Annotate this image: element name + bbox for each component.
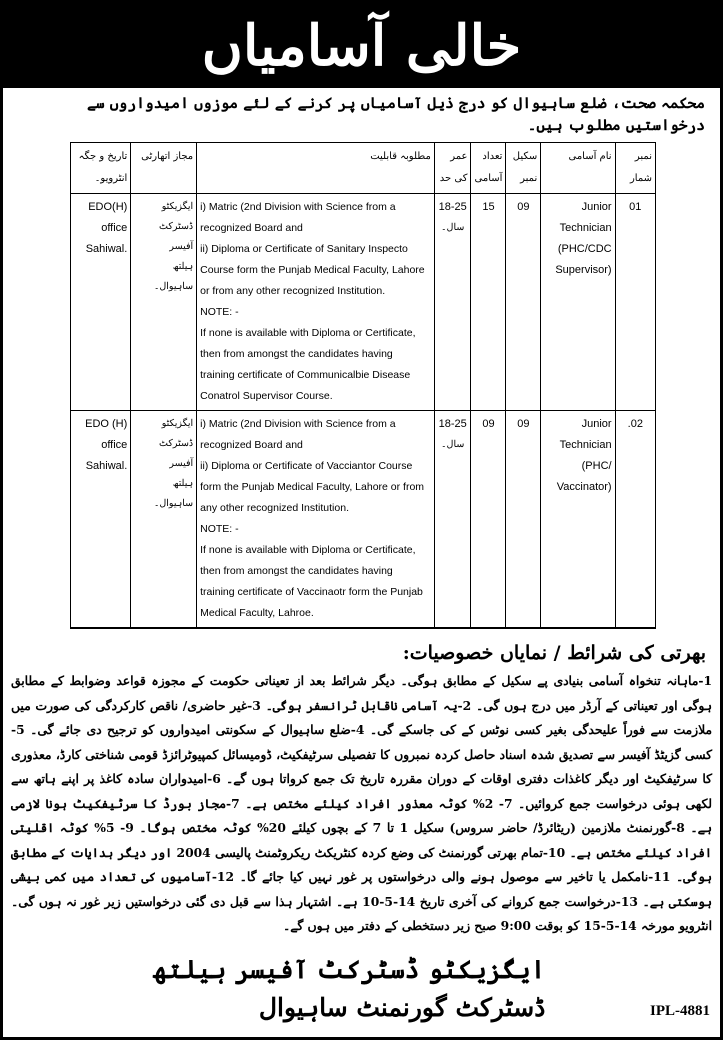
cell-qualification-line: ii) Diploma or Certificate of Sanitary Inspecto xyxy=(200,243,408,255)
cell-authority-line: ڈسٹرکٹ آفیسر xyxy=(158,221,194,252)
cell-serial xyxy=(615,194,655,411)
signature-block xyxy=(153,951,545,1027)
cell-post-name-line: (PHC/ xyxy=(581,460,612,472)
cell-qualification-line: or from any other recognized Institution. xyxy=(200,285,386,297)
cell-post-name-line: Supervisor) xyxy=(555,264,612,276)
cell-age xyxy=(434,411,471,629)
cell-qualification-line: If none is available with Diploma or Certificate, xyxy=(200,327,416,339)
cell-age xyxy=(434,194,471,411)
cell-authority-line: ایگزیکٹو xyxy=(161,201,194,212)
header-scale: سکیل نمبر xyxy=(506,143,541,194)
table-row xyxy=(71,411,656,629)
cell-post-name-line: Vaccinator) xyxy=(556,481,612,493)
cell-authority-line: ڈسٹرکٹ آفیسر xyxy=(158,438,194,469)
cell-qualification-line: Medical Faculty, Lahroe. xyxy=(200,607,314,619)
cell-interview-line: office xyxy=(101,222,128,234)
cell-scale xyxy=(506,411,541,629)
cell-scale-value: 09 xyxy=(517,201,530,213)
cell-qualification-line: NOTE: - xyxy=(200,523,239,535)
cell-authority xyxy=(131,411,197,629)
cell-posts-count xyxy=(471,411,506,629)
cell-age-value: 18-25 xyxy=(438,418,467,430)
cell-age-unit: سال۔ xyxy=(440,439,465,450)
cell-post-name-line: Junior xyxy=(581,418,612,430)
conditions-heading: بھرتی کی شرائط / نمایاں خصوصیات: xyxy=(402,642,706,664)
header-authority: مجاز اتھارٹی xyxy=(131,143,197,194)
cell-scale-value: 09 xyxy=(517,418,530,430)
cell-post-name xyxy=(541,411,615,629)
ad-title: خالی آسامیاں xyxy=(201,12,522,79)
header-age: عمر کی حد xyxy=(434,143,471,194)
table-row xyxy=(71,194,656,411)
cell-interview xyxy=(71,411,131,629)
signature-line-1: ایگزیکٹو ڈسٹرکٹ آفیسر ہیلتھ xyxy=(153,954,546,984)
cell-serial xyxy=(615,411,655,629)
cell-posts-count-value: 15 xyxy=(482,201,495,213)
cell-authority-line: ہیلتھ ساہیوال۔ xyxy=(153,261,194,292)
ad-code: IPL-4881 xyxy=(650,1002,710,1019)
cell-post-name-line: (PHC/CDC xyxy=(557,243,612,255)
intro-text: محکمہ صحت، ضلع ساہیوال کو درج ذیل آسامیاں پر کرنے کے لئے موزوں امیدواروں سے درخواستیں مطلوب ہیں۔ xyxy=(86,94,705,134)
title-banner xyxy=(3,3,720,88)
cell-qualification-line: recognized Board and xyxy=(200,222,303,234)
cell-age-value: 18-25 xyxy=(438,201,467,213)
cell-interview-line: EDO(H) xyxy=(88,201,128,213)
cell-qualification-line: i) Matric (2nd Division with Science from a xyxy=(200,201,396,213)
header-qualification: مطلوبہ قابلیت xyxy=(197,143,435,194)
cell-qualification-line: training certificate of Communicalbie Disease xyxy=(200,369,411,381)
cell-serial-value: .02 xyxy=(627,418,643,430)
cell-qualification-line: If none is available with Diploma or Certificate, xyxy=(200,544,416,556)
cell-interview-line: EDO (H) xyxy=(85,418,128,430)
cell-qualification-line: recognized Board and xyxy=(200,439,303,451)
vacancies-table xyxy=(70,142,656,629)
cell-qualification-line: Conatrol Supervisor Course. xyxy=(200,390,333,402)
cell-serial-value: 01 xyxy=(629,201,642,213)
cell-interview-line: Sahiwal. xyxy=(85,243,128,255)
cell-qualification-line: NOTE: - xyxy=(200,306,239,318)
cell-qualification xyxy=(197,411,435,629)
cell-qualification-line: any other recognized Institution. xyxy=(200,502,349,514)
cell-posts-count xyxy=(471,194,506,411)
header-posts-count: تعداد آسامی xyxy=(471,143,506,194)
header-interview: تاریخ و جگہ انٹرویو۔ xyxy=(71,143,131,194)
cell-qualification-line: Course form the Punjab Medical Faculty, Lahore xyxy=(200,264,425,276)
cell-post-name-line: Technician xyxy=(559,222,612,234)
cell-post-name xyxy=(541,194,615,411)
conditions-text: 1-ماہانہ تنخواہ آسامی بنیادی پے سکیل کے مطابق ہوگی۔ دیگر شرائط بعد از تعیناتی حکومت کے مجوزہ قواعد وضوابط کے مطابق ہوگی اور تعیناتی کے آرڈر میں درج ہوں گی۔ 2-یہ آسامی ناقابل ٹرانسفر ہوگی۔ 3-غیر حاضری/ ناقص کارکردگی کی صورت میں ملازمت سے فوراً علیحدگی بغیر کسی نوٹس کے کی جاسکے گی۔ 4-ضلع ساہیوال کے سکونتی امیدواروں کو ترجیح دی جائے گی۔ 5-کسی گزیٹڈ آفیسر سے تصدیق شدہ اسناد حاصل کردہ نمبروں کا تفصیلی سرٹیفکیٹ، ڈومیسائل کمپیوٹرائزڈ قومی شناختی کارڈ، معذوری کا سرٹیفکیٹ اور دیگر کاغذات دفتری اوقات کے دوران مقررہ تاریخ تک جمع کرواتا ہوں گے۔ 6-امیدواران سادہ کاغذ پر اپنے ہاتھ سے لکھی ہوئی درخواست جمع کروائیں۔ 7- 2% کوٹہ معذور افراد کیلئے مختص ہے۔ 7-مجاز بورڈ کا سرٹیفکیٹ ہونا لازمی ہے۔ 8-گورنمنٹ ملازمین (ریٹائرڈ/ حاضر سروس) سکیل 1 تا 7 کے بچوں کیلئے 20% کوٹہ مختص ہوگا۔ 9- 5% کوٹہ اقلیتی افراد کیلئے مختص ہے۔ 10-تمام بھرتی گورنمنٹ کی وضع کردہ کنٹریکٹ ریکروٹمنٹ پالیسی 2004 اور دیگر ہدایات کے مطابق ہوگی۔ 11-نامکمل یا تاخیر سے موصول ہونے والی درخواستوں پر غور نہیں کیا جائے گا۔ 12-آسامیوں کی تعداد میں کمی بیشی ہوسکتی ہے۔ 13-درخواست جمع کروانے کی آخری تاریخ 14-5-10 ہے۔ اشتہار ہذا سے قبل دی گئی درخواستیں زیر غور نہ ہوں گی۔ انٹرویو مورخہ 14-5-15 کو بوقت 9:00 صبح زیر دستخطی کے دفتر میں ہوں گے۔ xyxy=(11,673,713,933)
cell-post-name-line: Technician xyxy=(559,439,612,451)
table-header-row xyxy=(71,143,656,194)
cell-posts-count-value: 09 xyxy=(482,418,495,430)
footer xyxy=(153,951,710,1027)
header-post-name: نام آسامی xyxy=(541,143,615,194)
cell-qualification-line: form the Punjab Medical Faculty, Lahore or from xyxy=(200,481,425,493)
cell-qualification-line: then from amongst the candidates having xyxy=(200,565,393,577)
cell-authority xyxy=(131,194,197,411)
cell-interview xyxy=(71,194,131,411)
cell-post-name-line: Junior xyxy=(581,201,612,213)
signature-line-2: ڈسٹرکٹ گورنمنٹ ساہیوال xyxy=(258,992,546,1022)
cell-qualification xyxy=(197,194,435,411)
cell-interview-line: Sahiwal. xyxy=(85,460,128,472)
cell-authority-line: ایگزیکٹو xyxy=(161,418,194,429)
header-serial: نمبر شمار xyxy=(615,143,655,194)
cell-qualification-line: i) Matric (2nd Division with Science from a xyxy=(200,418,396,430)
cell-qualification-line: then from amongst the candidates having xyxy=(200,348,393,360)
cell-age-unit: سال۔ xyxy=(440,222,465,233)
cell-scale xyxy=(506,194,541,411)
cell-qualification-line: training certificate of Vaccinaotr form the Punjab xyxy=(200,586,423,598)
cell-interview-line: office xyxy=(101,439,128,451)
cell-authority-line: ہیلتھ ساہیوال۔ xyxy=(153,478,194,509)
cell-qualification-line: ii) Diploma or Certificate of Vacciantor Course xyxy=(200,460,413,472)
